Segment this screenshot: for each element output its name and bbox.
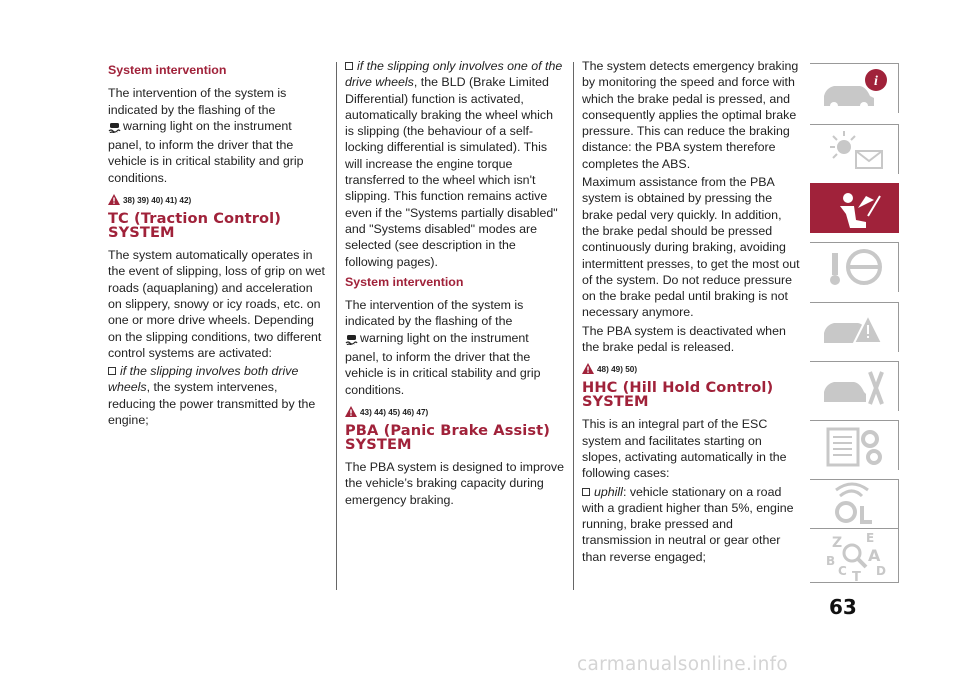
svg-text:D: D xyxy=(876,564,886,578)
column-1 xyxy=(108,58,326,430)
bullet-item: uphill: vehicle stationary on a road with a gradient higher than 5%, engine running, brake pressed and transmission in neutral or gear other than reverse engaged; xyxy=(582,484,794,564)
bullet-checkbox-icon xyxy=(345,62,353,70)
watermark: carmanualsonline.info xyxy=(577,654,789,675)
section-subheading: System intervention xyxy=(345,274,464,289)
lights-message-icon xyxy=(818,127,893,173)
paragraph: The PBA system is deactivated when the brake pedal is released. xyxy=(582,323,786,355)
paragraph: The system detects emergency braking by monitoring the speed and force with which the brake pedal is pressed, and consequently applies the optimal brake pressure. This can reduce the braking distance: the PBA system therefore completes the ABS. xyxy=(582,59,799,171)
warning-references: 48) 49) 50) xyxy=(582,363,802,376)
key-steering-icon xyxy=(818,245,893,291)
column-divider xyxy=(573,62,574,590)
warning-references: 38) 39) 40) 41) 42) xyxy=(108,194,326,207)
bullet-item: if the slipping only involves one of the drive wheels, the BLD (Brake Limited Differential) function is activated, automatically braking the wheel which is slipping (the behaviour of a self-locking differential is simulated). This will increase the engine torque transferred to the wheel which isn't slipping. This function remains active even if the "Systems partially disabled" and "Systems disabled" modes are selected (see description in the following pages). xyxy=(345,59,563,269)
svg-text:Z: Z xyxy=(832,535,843,551)
warning-triangle-icon xyxy=(582,363,594,374)
svg-text:B: B xyxy=(826,554,836,568)
sidebar-tab-multimedia[interactable] xyxy=(810,479,899,529)
sidebar-tab-emergency[interactable] xyxy=(810,302,899,352)
paragraph: The PBA system is designed to improve the vehicle’s braking capacity during emergency braking. xyxy=(345,459,565,507)
airbag-seat-icon xyxy=(818,186,893,232)
sidebar-tab-safety[interactable] xyxy=(810,183,899,233)
svg-text:A: A xyxy=(868,546,881,565)
list-gears-icon xyxy=(818,423,893,469)
sidebar-tab-servicing[interactable] xyxy=(810,361,899,411)
esc-warning-icon xyxy=(345,333,358,349)
bullet-checkbox-icon xyxy=(108,367,116,375)
paragraph: The intervention of the system is indicated by the flashing of the warning light on the instrument panel, to inform the driver that the vehicle is in critical stability and grip conditions. xyxy=(108,86,304,185)
sidebar-tab-index[interactable] xyxy=(810,528,899,583)
sidebar-tab-knowing-car[interactable] xyxy=(810,63,899,113)
page-number: 63 xyxy=(829,595,857,619)
svg-text:i: i xyxy=(874,74,878,89)
car-tools-icon xyxy=(818,364,893,410)
warning-triangle-icon xyxy=(108,194,120,205)
section-heading: HHC (Hill Hold Control) SYSTEM xyxy=(582,379,774,411)
sidebar-tab-starting-driving[interactable] xyxy=(810,242,899,292)
paragraph: Maximum assistance from the PBA system is obtained by pressing the brake pedal very quickly. In addition, the brake pedal should be pressed continuously during braking, avoiding intermittent presses, to get the most out of the system. Do not reduce pressure on the brake pedal until braking is not necessary anymore. xyxy=(582,175,800,320)
paragraph: The system automatically operates in the event of slipping, loss of grip on wet roads (aquaplaning) and acceleration on slippery, snowy or icy roads, etc. on one or more drive wheels. Depending on the slipping conditions, two different control systems are activated: xyxy=(108,248,325,360)
svg-text:T: T xyxy=(852,570,861,583)
paragraph: The intervention of the system is indicated by the flashing of the warning light on the instrument panel, to inform the driver that the vehicle is in critical stability and grip conditions. xyxy=(345,298,541,397)
index-letters-icon xyxy=(818,531,893,583)
esc-warning-icon xyxy=(108,121,121,137)
sidebar-tab-technical-data[interactable] xyxy=(810,420,899,470)
section-heading: TC (Traction Control) SYSTEM xyxy=(108,210,282,242)
column-2 xyxy=(345,58,565,510)
warning-references: 43) 44) 45) 46) 47) xyxy=(345,406,565,419)
warning-triangle-icon xyxy=(345,406,357,417)
bullet-checkbox-icon xyxy=(582,488,590,496)
bullet-item: if the slipping involves both drive wheels, the system intervenes, reducing the power transmitted by the engine; xyxy=(108,364,316,428)
sidebar-tab-lights-messages[interactable] xyxy=(810,124,899,174)
svg-text:C: C xyxy=(838,564,847,578)
car-info-icon xyxy=(818,66,893,112)
car-warning-icon xyxy=(818,305,893,351)
audio-nav-icon xyxy=(818,482,893,528)
column-3 xyxy=(582,58,802,567)
section-subheading: System intervention xyxy=(108,63,227,77)
svg-text:E: E xyxy=(866,531,875,545)
section-heading: PBA (Panic Brake Assist) SYSTEM xyxy=(345,421,551,453)
column-divider xyxy=(336,62,337,590)
paragraph: This is an integral part of the ESC system and facilitates starting on slopes, activating automatically in the following cases: xyxy=(582,417,787,481)
